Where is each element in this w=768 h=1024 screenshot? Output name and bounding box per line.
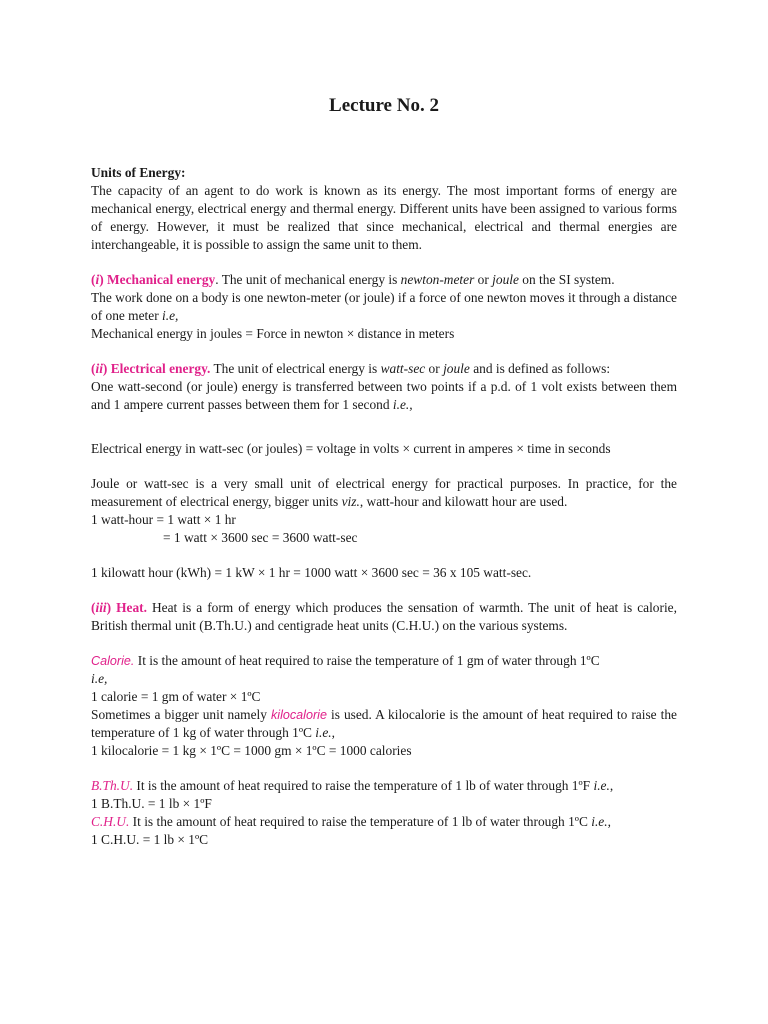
bthu-equation: 1 B.Th.U. = 1 lb × 1ºF: [91, 796, 212, 811]
section-heading: Units of Energy:: [91, 165, 186, 180]
mechanical-formula: Mechanical energy in joules = Force in newton × distance in meters: [91, 326, 455, 341]
electrical-heading: (ii) Electrical energy.: [91, 361, 211, 376]
electrical-definition: One watt-second (or joule) energy is transferred between two points if a p.d. of 1 volt exists between them and 1 ampere current passes between them for 1 second i.e.,: [91, 379, 677, 412]
watt-hour-equation-continued: = 1 watt × 3600 sec = 3600 watt-sec: [163, 530, 358, 545]
mechanical-paragraph: (i) Mechanical energy. The unit of mechanical energy is newton-meter or joule on the SI system.: [91, 272, 615, 287]
electrical-paragraph: (ii) Electrical energy. The unit of electrical energy is watt-sec or joule and is defined as follows:: [91, 361, 611, 376]
intro-paragraph: The capacity of an agent to do work is known as its energy. The most important forms of energy are mechanical energy, electrical energy and thermal energy. Different units have been assigned to various forms of energy. However, it must be realized that since mechanical, electrical and thermal energies are interchangeable, it is possible to assign the same unit to them.: [91, 183, 677, 252]
bthu-term: B.Th.U.: [91, 778, 134, 793]
mechanical-definition: The work done on a body is one newton-meter (or joule) if a force of one newton moves it through a distance of one meter i.e,: [91, 290, 677, 323]
calorie-definition: Calorie. It is the amount of heat required to raise the temperature of 1 gm of water through 1ºC: [91, 653, 600, 668]
heat-paragraph: (iii) Heat. Heat is a form of energy which produces the sensation of warmth. The unit of heat is calorie, British thermal unit (B.Th.U.) and centigrade heat units (C.H.U.) on the various systems.: [91, 600, 677, 633]
chu-definition: C.H.U. It is the amount of heat required to raise the temperature of 1 lb of water through 1ºC i.e.,: [91, 814, 611, 829]
kilocalorie-paragraph: Sometimes a bigger unit namely kilocalorie is used. A kilocalorie is the amount of heat required to raise the temperature of 1 kg of water through 1ºC i.e.,: [91, 707, 677, 740]
mechanical-heading: (i) Mechanical energy: [91, 272, 216, 287]
watt-hour-equation: 1 watt-hour = 1 watt × 1 hr: [91, 512, 236, 527]
electrical-formula: Electrical energy in watt-sec (or joules) = voltage in volts × current in amperes × time in seconds: [91, 441, 611, 456]
kilocalorie-equation: 1 kilocalorie = 1 kg × 1ºC = 1000 gm × 1ºC = 1000 calories: [91, 743, 412, 758]
kilowatt-hour-equation: 1 kilowatt hour (kWh) = 1 kW × 1 hr = 1000 watt × 3600 sec = 36 x 105 watt-sec.: [91, 565, 532, 580]
bthu-definition: B.Th.U. It is the amount of heat required to raise the temperature of 1 lb of water through 1ºF i.e.,: [91, 778, 614, 793]
calorie-term: Calorie.: [91, 654, 135, 668]
document-body: [91, 164, 677, 849]
chu-term: C.H.U.: [91, 814, 130, 829]
chu-equation: 1 C.H.U. = 1 lb × 1ºC: [91, 832, 209, 847]
kilocalorie-term: kilocalorie: [270, 708, 327, 722]
heat-heading: (iii) Heat.: [91, 600, 147, 615]
joule-paragraph: Joule or watt-sec is a very small unit of electrical energy for practical purposes. In practice, for the measurement of electrical energy, bigger units viz., watt-hour and kilowatt hour are used.: [91, 476, 677, 509]
page-title: Lecture No. 2: [329, 95, 439, 116]
calorie-ie: i.e,: [91, 671, 108, 686]
calorie-equation: 1 calorie = 1 gm of water × 1ºC: [91, 689, 261, 704]
